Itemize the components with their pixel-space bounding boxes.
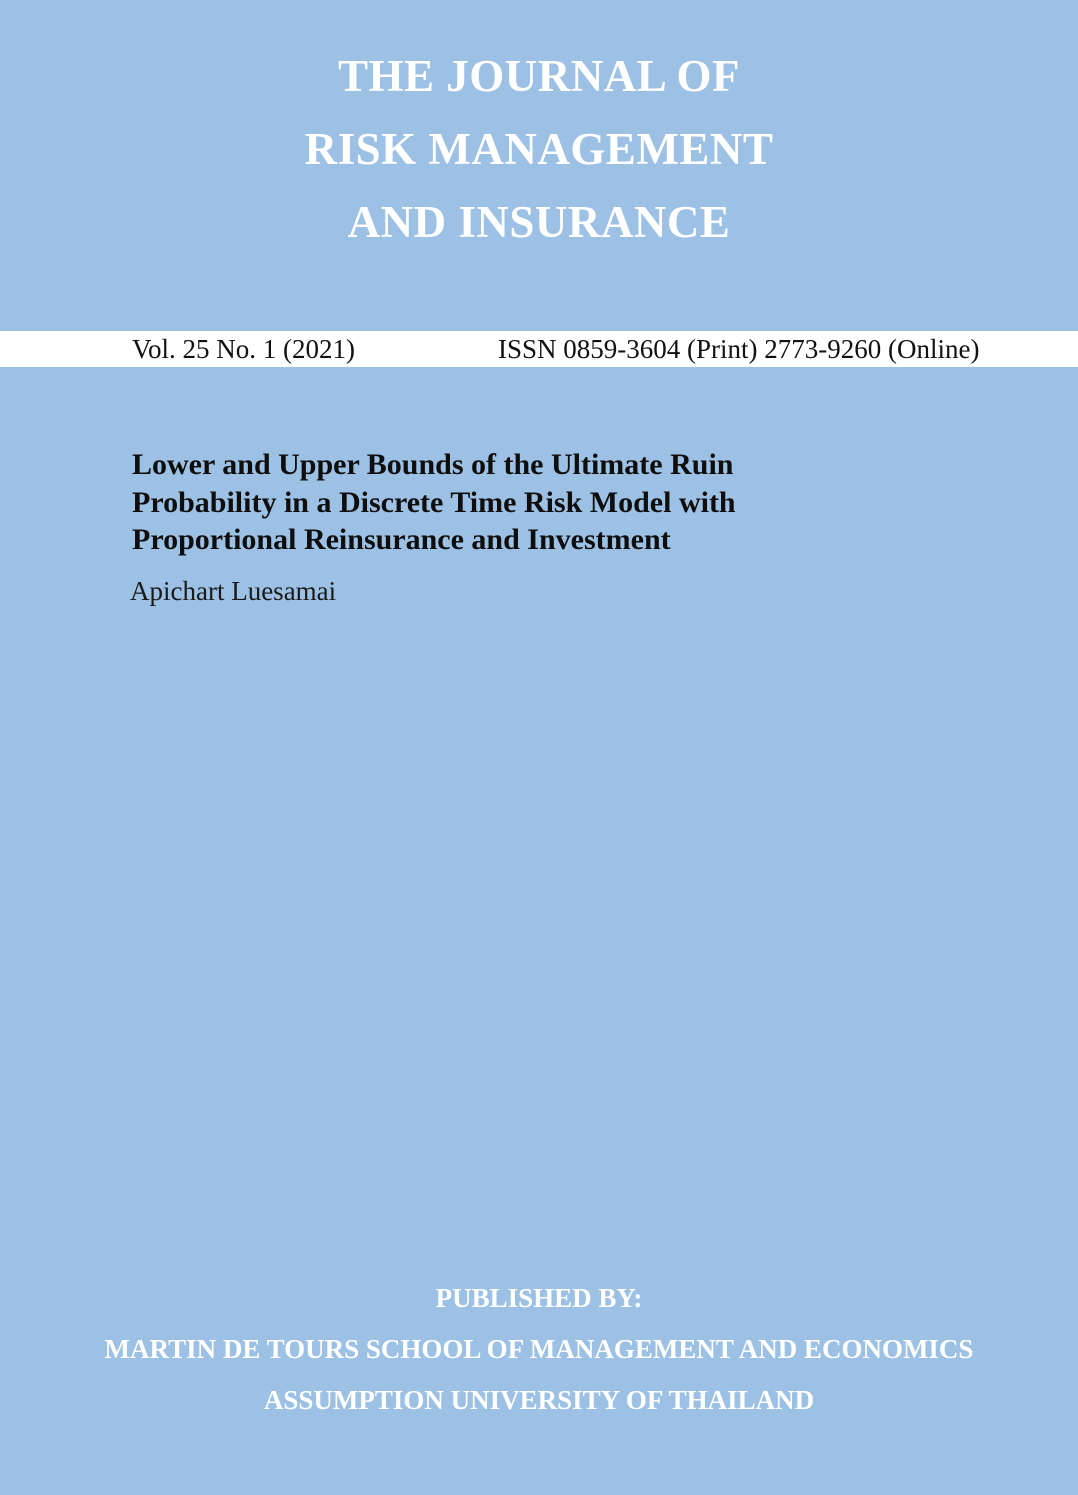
journal-title-line-1: THE JOURNAL OF	[337, 51, 741, 101]
article-title-line-2: Probability in a Discrete Time Risk Model with	[132, 485, 736, 519]
publisher-school: MARTIN DE TOURS SCHOOL OF MANAGEMENT AND ECONOMICS	[104, 1334, 974, 1364]
publisher-university: ASSUMPTION UNIVERSITY OF THAILAND	[263, 1385, 815, 1415]
article-title-line-3: Proportional Reinsurance and Investment	[132, 523, 671, 556]
volume-issue-label: Vol. 25 No. 1 (2021)	[132, 334, 356, 364]
article-title	[132, 446, 852, 559]
issue-info-band	[0, 331, 1078, 367]
publisher-block	[0, 1273, 1078, 1426]
issn-label: ISSN 0859-3604 (Print) 2773-9260 (Online)	[498, 334, 980, 364]
publisher-label: PUBLISHED BY:	[435, 1283, 643, 1313]
journal-title-line-2: RISK MANAGEMENT	[304, 124, 774, 174]
article-author: Apichart Luesamai	[130, 576, 337, 606]
article-title-line-1: Lower and Upper Bounds of the Ultimate Ruin	[132, 448, 734, 481]
journal-title-line-3: AND INSURANCE	[347, 197, 731, 247]
journal-title	[0, 40, 1078, 259]
